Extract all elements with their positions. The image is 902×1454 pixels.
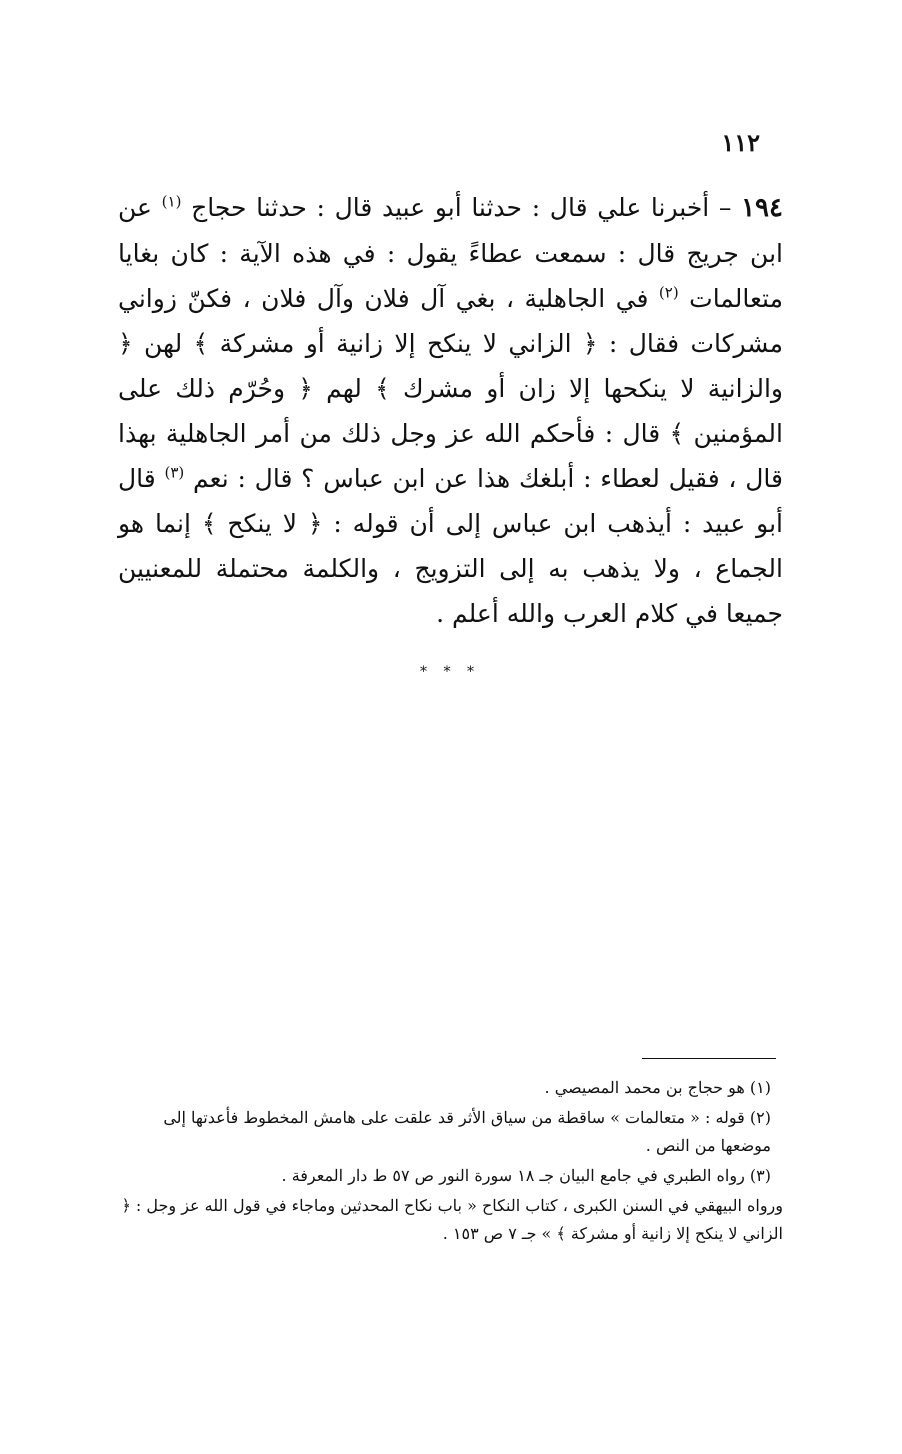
paragraph-text-1: – أخبرنا علي قال : حدثنا أبو عبيد قال : حدثنا حجاج bbox=[181, 193, 742, 222]
paragraph-text-2: عن ابن جريج قال : سمعت عطاءً يقول : في هذه الآية : كان بغايا متعالمات bbox=[118, 193, 783, 313]
body-text bbox=[118, 185, 783, 636]
paragraph-text-3: في الجاهلية ، بغي آل فلان وآل فلان ، فكنّ زواني مشركات فقال : ﴿ الزاني لا ينكح إلا زانية أو مشركة ﴾ لهن ﴿ والزانية لا ينكحها إلا زان أو مشرك ﴾ لهم ﴿ وحُرّم ذلك على المؤمنين ﴾ قال : فأحكم الله عز وجل ذلك من أمر الجاهلية بهذا قال ، فقيل لعطاء : أبلغك هذا عن ابن عباس ؟ قال : نعم bbox=[118, 284, 783, 493]
footnote-1: (١) هو حجاج بن محمد المصيصي . bbox=[544, 1078, 771, 1097]
footnote-ref-1: (١) bbox=[161, 192, 182, 211]
footnote-3-continuation: ورواه البيهقي في السنن الكبرى ، كتاب النكاح « باب نكاح المحدثين وماجاء في قول الله عز وجل : ﴿ الزاني لا ينكح إلا زانية أو مشركة ﴾ » جـ ٧ ص ١٥٣ . bbox=[121, 1196, 783, 1243]
footnote-2: (٢) قوله : « متعالمات » ساقطة من سياق الأثر قد علقت على هامش المخطوط فأعدتها إلى موضعها من النص . bbox=[163, 1108, 771, 1155]
item-number: ١٩٤ bbox=[741, 193, 783, 223]
section-separator: * * * bbox=[420, 664, 480, 680]
footnote-ref-2: (٢) bbox=[658, 283, 679, 302]
paragraph-text-4: قال أبو عبيد : أيذهب ابن عباس إلى أن قوله : ﴿ لا ينكح ﴾ إنما هو الجماع ، ولا يذهب به إلى التزويج ، والكلمة محتملة للمعنيين جميعا في كلام العرب والله أعلم . bbox=[118, 464, 783, 628]
footnote-3: (٣) رواه الطبري في جامع البيان جـ ١٨ سورة النور ص ٥٧ ط دار المعرفة . bbox=[281, 1166, 771, 1185]
page-number: ١١٢ bbox=[721, 128, 760, 157]
footnote-divider bbox=[642, 1058, 776, 1059]
paragraph bbox=[118, 185, 783, 636]
footnote-ref-3: (٣) bbox=[164, 463, 185, 482]
footnotes bbox=[118, 1074, 783, 1250]
